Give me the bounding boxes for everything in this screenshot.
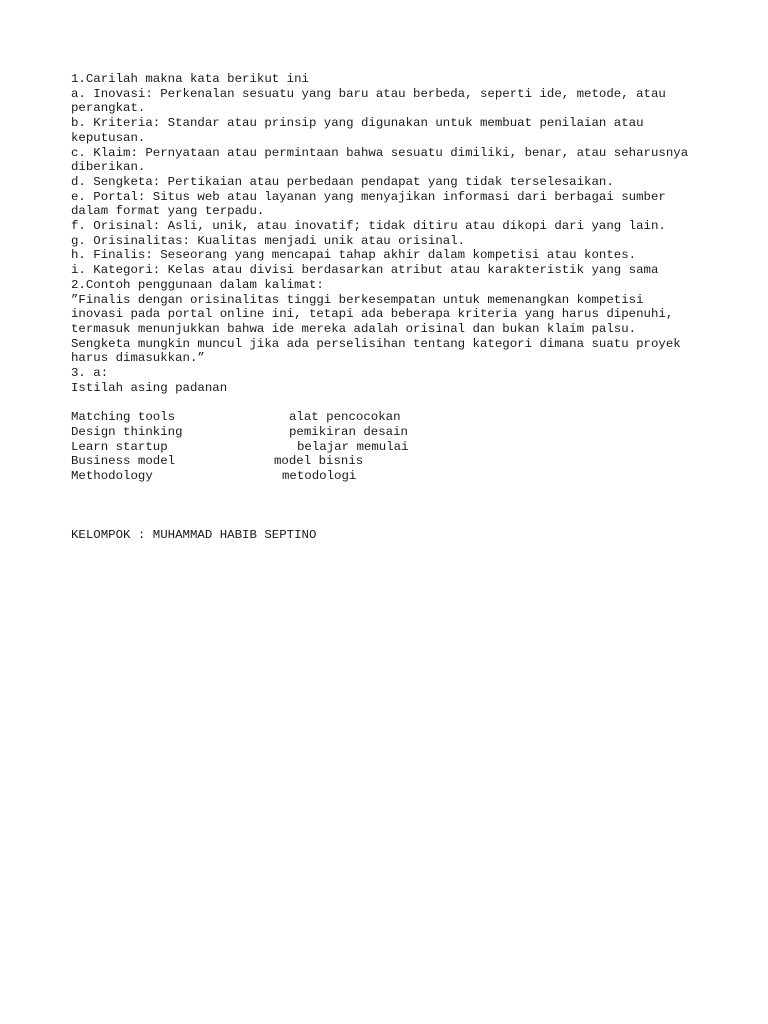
q1-item-a-line2: perangkat. [71,101,146,116]
q1-item-a [71,87,711,116]
table-row [71,425,711,440]
q1-item-h: h. Finalis: Seseorang yang mencapai tahap akhir dalam kompetisi atau kontes. [71,248,637,263]
term-cell: Design thinking [71,424,183,439]
spacer [71,395,711,410]
translation-cell: alat pencocokan [289,410,401,425]
table-row [71,469,711,484]
q1-item-i: i. Kategori: Kelas atau divisi berdasarkan atribut atau karakteristik yang sama [71,263,659,278]
group-label: KELOMPOK : MUHAMMAD HABIB SEPTINO [71,527,317,542]
spacer [71,484,711,528]
q1-item-c: c. Klaim: Pernyataan atau permintaan bahwa sesuatu dimiliki, benar, atau seharusnya diberikan. [71,145,689,175]
translation-cell: pemikiran desain [289,424,408,439]
term-cell: Learn startup [71,439,168,454]
document-page [71,72,711,542]
term-cell: Matching tools [71,410,176,425]
term-cell: Methodology [71,468,153,483]
table-row [71,454,711,469]
q1-item-b: b. Kriteria: Standar atau prinsip yang digunakan untuk membuat penilaian atau keputusan. [71,116,644,145]
translation-cell: metodologi [282,468,357,483]
q3-subheading: Istilah asing padanan [71,380,228,395]
q3-heading: 3. a: [71,366,109,381]
translation-cell: model bisnis [274,454,364,469]
table-row [71,410,711,425]
term-cell: Business model [71,454,176,469]
q2-sentence: ”Finalis dengan orisinalitas tinggi berkesempatan untuk memenangkan kompetisi inovasi pada portal online ini, tetapi ada beberapa kriteria yang harus dipenuhi, termasuk menunjukkan bahwa ide mereka adalah orisinal dan bukan klaim palsu. Sengketa mungkin muncul jika ada perselisihan tentang kategori dimana suatu proyek harus dimasukkan.” [71,292,681,366]
q1-heading: 1.Carilah makna kata berikut ini [71,72,309,86]
q1-item-a-line1: a. Inovasi: Perkenalan sesuatu yang baru atau berbeda, seperti ide, metode, atau [71,86,666,101]
translation-cell: belajar memulai [297,439,409,454]
term-table [71,410,711,484]
q1-item-d: d. Sengketa: Pertikaian atau perbedaan pendapat yang tidak terselesaikan. [71,174,614,189]
table-row [71,440,711,455]
q2-heading: 2.Contoh penggunaan dalam kalimat: [71,277,324,292]
q1-item-e: e. Portal: Situs web atau layanan yang menyajikan informasi dari berbagai sumber dalam format yang terpadu. [71,189,666,219]
q1-item-g: g. Orisinalitas: Kualitas menjadi unik atau orisinal. [71,233,466,248]
q1-item-f: f. Orisinal: Asli, unik, atau inovatif; tidak ditiru atau dikopi dari yang lain. [71,219,666,234]
